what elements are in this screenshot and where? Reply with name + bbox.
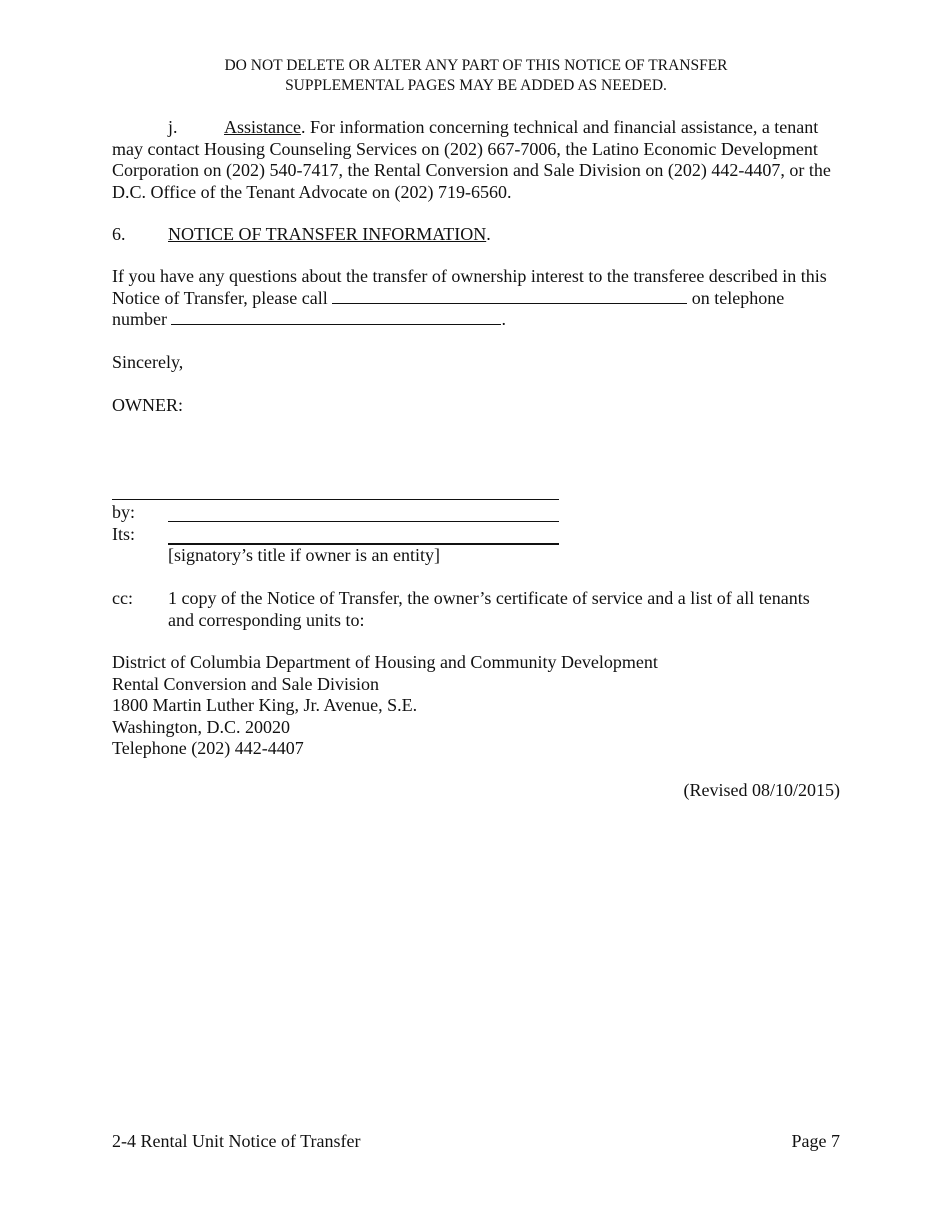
assistance-text: . For information concerning technical and financial assistance, a tenant may contact Housing Counseling Services on (202) 667-7006, the Latino Economic Development Corporation on (202) 540-7417, the Rental Conversion and Sale Division on (202) 442-4407, or the D.C. Office of the Tenant Advocate on (202) 719-6560. (112, 117, 831, 202)
header-line-1: DO NOT DELETE OR ALTER ANY PART OF THIS NOTICE OF TRANSFER (224, 57, 728, 74)
signatory-title-note: [signatory’s title if owner is an entity] (168, 545, 440, 565)
address-line-1: District of Columbia Department of Housing and Community Development (112, 652, 658, 672)
sincerely-closing: Sincerely, (112, 352, 184, 372)
questions-paragraph (112, 266, 840, 331)
revision-date: (Revised 08/10/2015) (683, 780, 840, 800)
its-label: Its: (112, 524, 136, 544)
section-6-number: 6. (112, 224, 126, 244)
section-6-heading (112, 224, 840, 246)
by-label: by: (112, 502, 136, 522)
assistance-paragraph (112, 117, 840, 203)
questions-text-1: If you have any questions about the transfer of ownership interest to the transferee described in this Notice of Transfer, please call (112, 266, 827, 308)
telephone-number-blank[interactable] (171, 310, 501, 325)
questions-text-2: on telephone number (112, 287, 785, 329)
assistance-title: Assistance (224, 117, 301, 137)
owner-signature-line[interactable] (112, 499, 559, 500)
section-6-suffix: . (486, 224, 491, 244)
address-line-5: Telephone (202) 442-4407 (112, 738, 304, 758)
contact-name-blank[interactable] (332, 289, 687, 304)
assistance-marker: j. (168, 117, 178, 137)
questions-text-3: . (501, 309, 506, 329)
owner-label: OWNER: (112, 395, 183, 415)
address-line-2: Rental Conversion and Sale Division (112, 673, 379, 694)
transfer-notice-header (112, 56, 840, 96)
cc-text: 1 copy of the Notice of Transfer, the owner’s certificate of service and a list of all tenants and corresponding units to: (168, 588, 810, 630)
section-6-title: NOTICE OF TRANSFER INFORMATION (168, 224, 487, 244)
footer-page-number: Page 7 (791, 1131, 840, 1151)
cc-block (112, 588, 840, 631)
header-line-2: SUPPLEMENTAL PAGES MAY BE ADDED AS NEEDED. (285, 77, 667, 94)
cc-label: cc: (112, 588, 133, 608)
recipient-address (112, 652, 840, 760)
footer-document-title: 2-4 Rental Unit Notice of Transfer (112, 1131, 361, 1151)
by-row (112, 502, 559, 524)
address-line-3: 1800 Martin Luther King, Jr. Avenue, S.E. (112, 695, 418, 715)
address-line-4: Washington, D.C. 20020 (112, 716, 291, 737)
by-signature-line[interactable] (168, 521, 559, 522)
its-row (112, 524, 559, 546)
